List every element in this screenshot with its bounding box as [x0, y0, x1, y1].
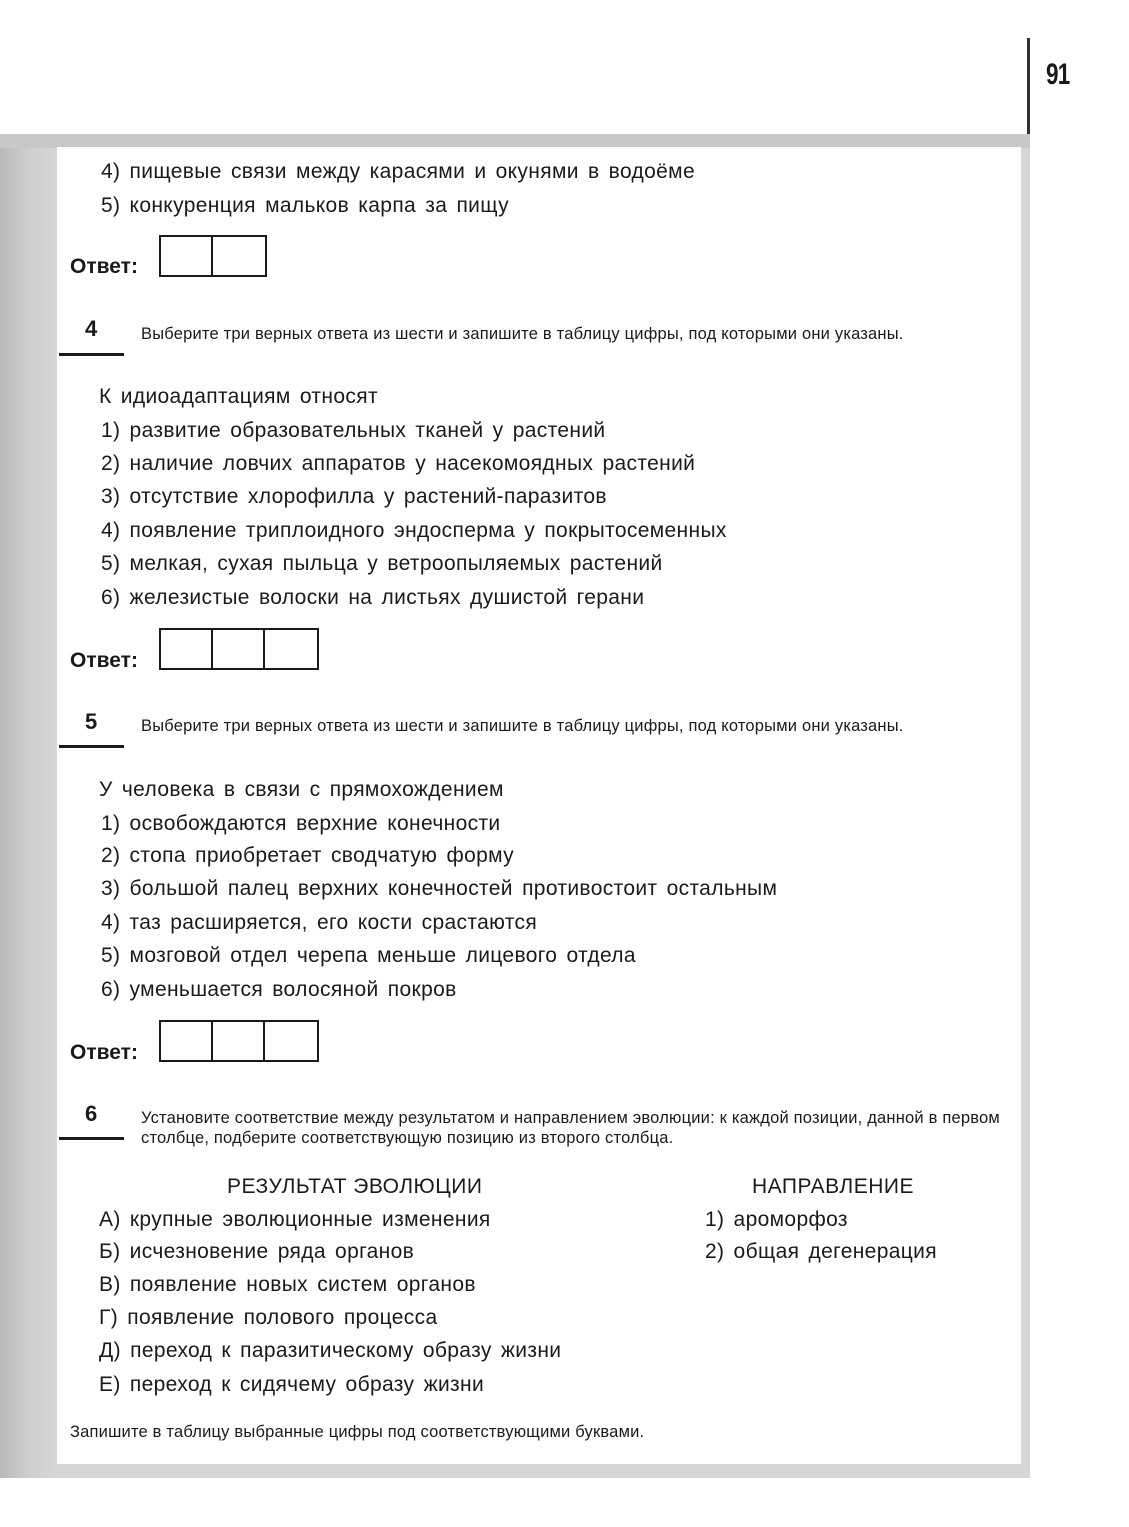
task6-col1-item-b: Б) исчезновение ряда органов	[99, 1240, 415, 1263]
task6-number-rule	[59, 1137, 124, 1140]
task6-col1-item-e: Д) переход к паразитическому образу жизни	[99, 1339, 562, 1362]
task5-option-2: 2) стопа приобретает сводчатую форму	[101, 844, 514, 867]
task5-option-6: 6) уменьшается волосяной покров	[101, 978, 457, 1001]
task6-col1-header: РЕЗУЛЬТАТ ЭВОЛЮЦИИ	[227, 1175, 483, 1198]
task3-answer-grid	[159, 235, 267, 277]
page-edge-rule	[1027, 38, 1030, 138]
answer-cell[interactable]	[213, 630, 265, 668]
task4-option-1: 1) развитие образовательных тканей у растений	[101, 419, 606, 442]
task5-answer-grid	[159, 1020, 319, 1062]
page-number: 91	[1046, 58, 1070, 91]
answer-cell[interactable]	[213, 1022, 265, 1060]
task5-instruction: Выберите три верных ответа из шести и запишите в таблицу цифры, под которыми они указаны.	[141, 717, 904, 735]
task4-option-4: 4) появление триплоидного эндосперма у покрытосеменных	[101, 519, 727, 542]
task5-question: У человека в связи с прямохождением	[99, 778, 504, 801]
task5-option-1: 1) освобождаются верхние конечности	[101, 812, 501, 835]
content-area	[57, 147, 1021, 1464]
task3-option-5: 5) конкуренция мальков карпа за пищу	[101, 194, 509, 217]
task3-option-4: 4) пищевые связи между карасями и окунями в водоёме	[101, 160, 696, 183]
task4-answer-label: Ответ:	[70, 649, 138, 672]
task6-col2-header: НАПРАВЛЕНИЕ	[752, 1175, 914, 1198]
task3-answer-label: Ответ:	[70, 255, 138, 278]
answer-cell[interactable]	[265, 1022, 317, 1060]
task4-option-6: 6) железистые волоски на листьях душистой герани	[101, 586, 645, 609]
answer-cell[interactable]	[265, 630, 317, 668]
task5-answer-label: Ответ:	[70, 1041, 138, 1064]
task6-number: 6	[85, 1101, 98, 1126]
task5-option-3: 3) большой палец верхних конечностей противостоит остальным	[101, 877, 778, 900]
task4-number-rule	[59, 353, 124, 356]
task6-col1-item-f: Е) переход к сидячему образу жизни	[99, 1373, 485, 1396]
task6-instruction: Установите соответствие между результатом и направлением эволюции: к каждой позиции, данной в первом столбце, подберите соответствующую позицию из второго столбца.	[141, 1109, 1000, 1147]
task5-number: 5	[85, 709, 98, 734]
task6-col1-item-a: А) крупные эволюционные изменения	[99, 1208, 491, 1231]
task4-question: К идиоадаптациям относят	[99, 385, 378, 408]
task6-col1-item-c: В) появление новых систем органов	[99, 1273, 476, 1296]
task4-option-5: 5) мелкая, сухая пыльца у ветроопыляемых растений	[101, 552, 663, 575]
task6-col2-item-2: 2) общая дегенерация	[705, 1240, 937, 1263]
answer-cell[interactable]	[213, 237, 265, 275]
task6-col2-item-1: 1) ароморфоз	[705, 1208, 848, 1231]
answer-cell[interactable]	[161, 237, 213, 275]
task4-option-3: 3) отсутствие хлорофилла у растений-паразитов	[101, 485, 607, 508]
task4-number: 4	[85, 316, 98, 341]
task4-option-2: 2) наличие ловчих аппаратов у насекомоядных растений	[101, 452, 696, 475]
task4-instruction: Выберите три верных ответа из шести и запишите в таблицу цифры, под которыми они указаны.	[141, 325, 904, 343]
answer-cell[interactable]	[161, 630, 213, 668]
task5-option-5: 5) мозговой отдел черепа меньше лицевого отдела	[101, 944, 636, 967]
task5-number-rule	[59, 745, 124, 748]
task5-option-4: 4) таз расширяется, его кости срастаются	[101, 911, 538, 934]
task6-footer: Запишите в таблицу выбранные цифры под соответствующими буквами.	[70, 1423, 645, 1441]
task6-col1-item-d: Г) появление полового процесса	[99, 1306, 438, 1329]
answer-cell[interactable]	[161, 1022, 213, 1060]
task4-answer-grid	[159, 628, 319, 670]
